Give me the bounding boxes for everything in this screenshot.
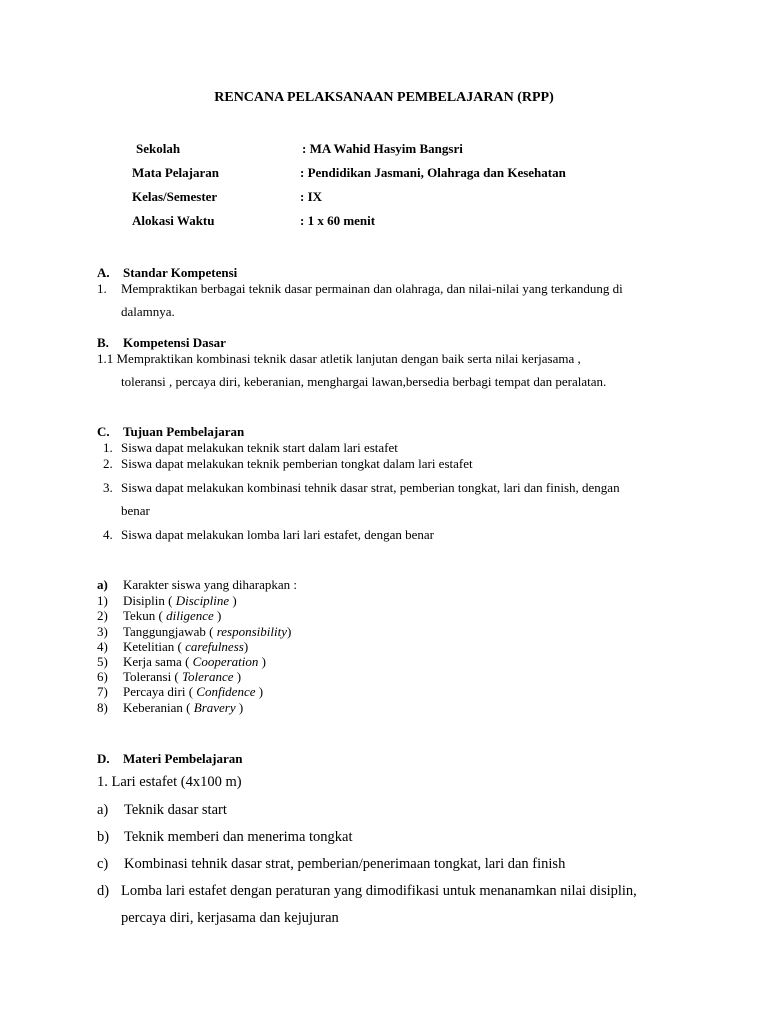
karakter-letter: a) [97, 577, 108, 592]
section-d-item-letter: c) [97, 856, 109, 872]
section-d-item-text: Kombinasi tehnik dasar strat, pemberian/penerimaan tongkat, lari dan finish [124, 856, 566, 872]
karakter-item: Tanggungjawab ( responsibility) [123, 624, 292, 639]
section-d-item-letter: a) [97, 802, 109, 818]
section-c-item-number: 2. [103, 456, 113, 471]
section-a-item-line2: dalamnya. [121, 304, 175, 319]
identity-label-school: Sekolah [136, 141, 181, 156]
section-c-item-number: 3. [103, 480, 113, 495]
identity-value-school: : MA Wahid Hasyim Bangsri [302, 141, 463, 156]
section-d-item-letter: d) [97, 883, 110, 899]
section-d-item-text: Lomba lari estafet dengan peraturan yang dimodifikasi untuk menanamkan nilai disiplin, [121, 883, 637, 899]
section-d-item-letter: b) [97, 829, 110, 845]
section-c-heading: Tujuan Pembelajaran [123, 424, 245, 439]
identity-label-subject: Mata Pelajaran [132, 165, 220, 180]
section-c-item-text: Siswa dapat melakukan lomba lari lari estafet, dengan benar [121, 527, 434, 542]
section-c-item-text: Siswa dapat melakukan teknik start dalam lari estafet [121, 440, 398, 455]
karakter-item-number: 5) [97, 654, 108, 669]
section-b-heading: Kompetensi Dasar [123, 335, 226, 350]
karakter-item-number: 3) [97, 624, 108, 639]
identity-value-class: : IX [300, 189, 323, 204]
karakter-item: Tekun ( diligence ) [123, 608, 222, 623]
karakter-item-number: 8) [97, 700, 108, 715]
section-a-heading: Standar Kompetensi [123, 265, 238, 280]
section-d-item-text: Teknik dasar start [124, 802, 227, 818]
document-title: RENCANA PELAKSANAAN PEMBELAJARAN (RPP) [214, 90, 554, 105]
karakter-item: Kerja sama ( Cooperation ) [123, 654, 266, 669]
identity-label-class: Kelas/Semester [132, 189, 218, 204]
karakter-item-number: 2) [97, 608, 108, 623]
karakter-heading: Karakter siswa yang diharapkan : [123, 577, 297, 592]
identity-label-time: Alokasi Waktu [132, 213, 215, 228]
karakter-item: Toleransi ( Tolerance ) [123, 669, 242, 684]
section-d-item-line2: percaya diri, kerjasama dan kejujuran [121, 910, 339, 926]
karakter-item-number: 4) [97, 639, 108, 654]
section-b-letter: B. [97, 335, 109, 350]
karakter-item: Keberanian ( Bravery ) [123, 700, 244, 715]
karakter-item: Disiplin ( Discipline ) [123, 593, 237, 608]
identity-value-subject: : Pendidikan Jasmani, Olahraga dan Kesehatan [300, 165, 566, 180]
karakter-item-number: 6) [97, 669, 108, 684]
section-c-item-number: 4. [103, 527, 113, 542]
section-d-subtitle: 1. Lari estafet (4x100 m) [97, 774, 242, 790]
section-c-item-text: Siswa dapat melakukan kombinasi tehnik dasar strat, pemberian tongkat, lari dan finish, dengan [121, 480, 620, 495]
section-a-item-line1: Mempraktikan berbagai teknik dasar permainan dan olahraga, dan nilai-nilai yang terkandung di [121, 281, 623, 296]
section-c-item-text: Siswa dapat melakukan teknik pemberian tongkat dalam lari estafet [121, 456, 473, 471]
section-b-item-line2: toleransi , percaya diri, keberanian, menghargai lawan,bersedia berbagi tempat dan peralatan. [121, 374, 607, 389]
karakter-item-number: 7) [97, 684, 108, 699]
section-d-item-text: Teknik memberi dan menerima tongkat [124, 829, 353, 845]
identity-value-time: : 1 x 60 menit [300, 213, 376, 228]
section-c-item-number: 1. [103, 440, 113, 455]
section-a-letter: A. [97, 265, 110, 280]
karakter-item-number: 1) [97, 593, 108, 608]
section-a-item-number: 1. [97, 281, 107, 296]
karakter-item: Ketelitian ( carefulness) [123, 639, 249, 654]
section-c-item-text: benar [121, 503, 150, 518]
section-b-item-line1: 1.1 Mempraktikan kombinasi teknik dasar atletik lanjutan dengan baik serta nilai kerjasama , [97, 351, 581, 366]
karakter-item: Percaya diri ( Confidence ) [123, 684, 264, 699]
section-d-heading: Materi Pembelajaran [123, 751, 243, 766]
section-c-letter: C. [97, 424, 110, 439]
section-d-letter: D. [97, 751, 110, 766]
